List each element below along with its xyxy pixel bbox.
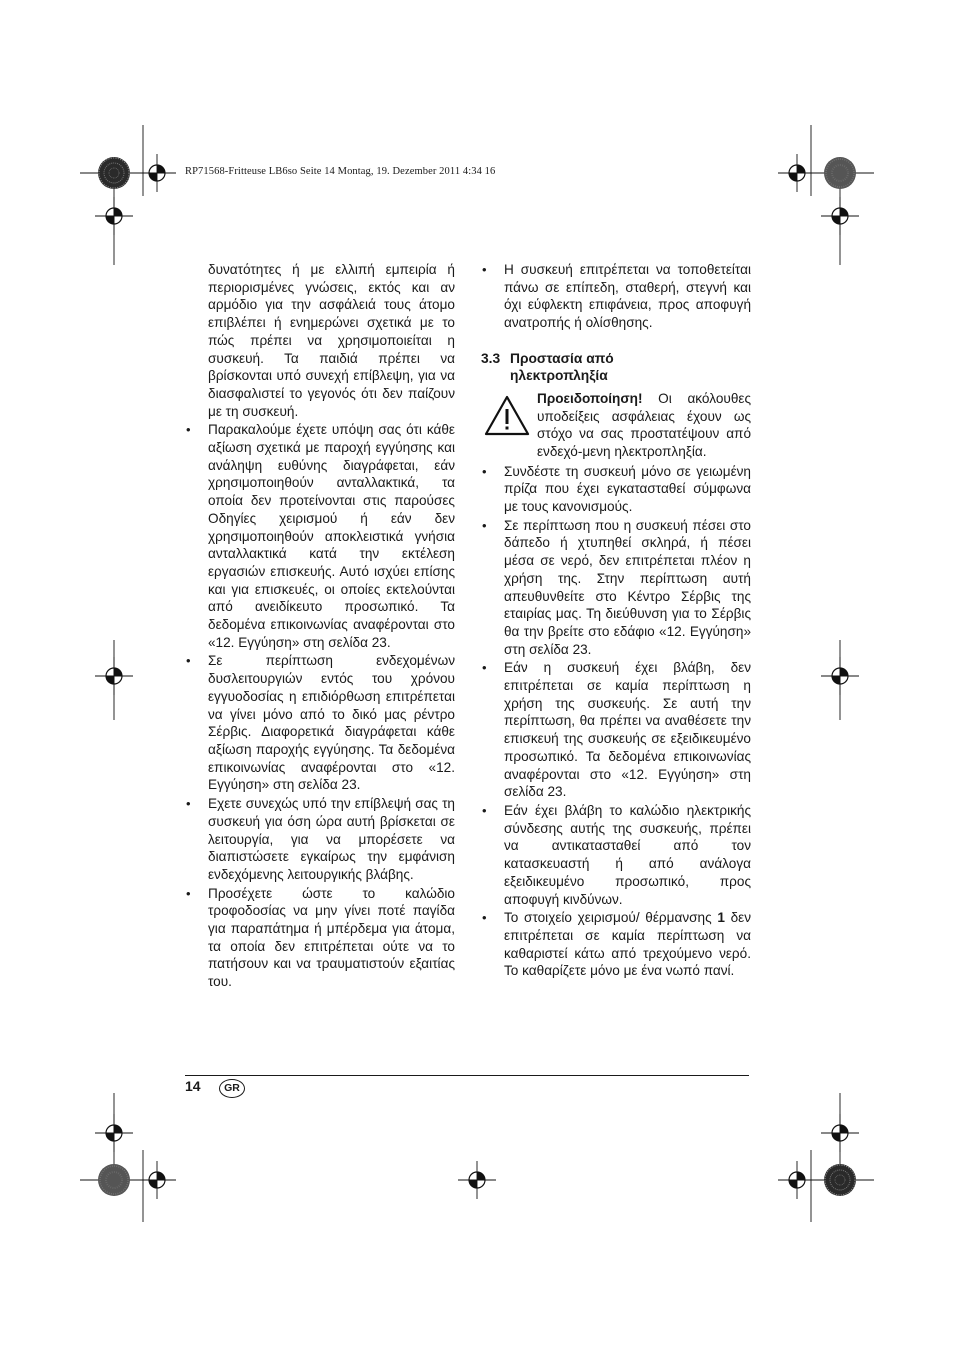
page-number: 14 xyxy=(185,1078,201,1094)
list-item: • Προσέχετε ώστε το καλώδιο τροφοδοσίας να μην γίνει ποτέ παγίδα για παραπάτημα ή μπέρδεμα για άτομα, τα οποία δεν επιτρέπεται ούτε να το πατήσουν και να τραυματιστούν εξαιτίας του. xyxy=(186,885,455,990)
intro-paragraph: δυνατότητες ή με ελλιπή εμπειρία ή περιορισμένες γνώσεις, εκτός και αν αρμόδιο για την ασφάλειά τους άτομο επιβλέπει ή ενημερώνει σχετικά με το πώς πρέπει να χρησιμοποιείται η συσκευή. Τα παιδιά πρέπει να βρίσκονται υπό συνεχή επίβλεψη, για να διασφαλιστεί το γεγονός ότι δεν παίζουν με τη συσκευή. xyxy=(208,262,455,419)
footer-divider xyxy=(185,1075,749,1076)
warning-label: Προειδοποίηση! xyxy=(537,390,643,406)
bullet-icon: • xyxy=(482,262,487,277)
right-column xyxy=(481,261,751,980)
section-number: 3.3 xyxy=(481,350,501,366)
warning-text: Προειδοποίηση! Οι ακόλουθες υποδείξεις ασφάλειας έχουν ως στόχο να σας προστατέψουν από ενδεχό-μενη ηλεκτροπληξία. xyxy=(537,390,751,459)
print-header: RP71568-Fritteuse LB6so Seite 14 Montag, 19. Dezember 2011 4:34 16 xyxy=(185,166,496,177)
bullet-icon: • xyxy=(186,885,191,901)
list-item: • Εάν η συσκευή έχει βλάβη, δεν επιτρέπεται σε καμία περίπτωση η χρήση της συσκευής. Σε αυτή την περίπτωση, θα πρέπει να αναθέσετε την επισκευή της συσκευής σε εξειδικευμένο προσωπικό. Τα δεδομένα επικοινωνίας αναφέρονται στο «12. Εγγύηση» στη σελίδα 23. xyxy=(482,660,751,800)
list-item: • Σε περίπτωση ενδεχομένων δυσλειτουργιών εντός του χρόνου εγγυοδοσίας η επιδιόρθωση επιτρέπεται να γίνει μόνο από το δικό μας ρέντρο Σέρβις. Διαφορετικά διαγράφεται κάθε αξίωση παροχής εγγύησης. Τα δεδομένα επικοινωνίας αναφέρονται στο «12. Εγγύηση» στη σελίδα 23. xyxy=(186,653,455,793)
bullet-icon: • xyxy=(186,653,191,669)
list-item: • Το στοιχείο χειρισμού/ θέρμανσης 1 δεν επιτρέπεται σε καμία περίπτωση να καθαριστεί κάτω από τρεχούμενο νερό. Το καθαρίζετε μόνο με ένα νωπό πανί. xyxy=(482,910,751,979)
list-item: • Παρακαλούμε έχετε υπόψη σας ότι κάθε αξίωση σχετικά με παροχή εγγύησης και ανάληψη ευθύνης διαγράφεται, εάν χρησιμοποιηθούν ανταλλακτικά, τα οποία δεν προτείνονται στις παρούσες Οδηγίες χειρισμού ή εάν δεν χρησιμοποιηθούν αποκλειστικά γνήσια ανταλλακτικά κατά την εκτέλεση εργασιών επισκευής. Αυτό ισχύει επίσης και για επισκευές, οι οποίες εκτελούνται από ανειδίκευτο προσωπικό. Τα δεδομένα επικοινωνίας αναφέρονται στο «12. Εγγύηση» στη σελίδα 23. xyxy=(186,422,455,650)
language-badge: GR xyxy=(219,1079,245,1098)
list-item: • Εάν έχει βλάβη το καλώδιο ηλεκτρικής σύνδεσης αυτής της συσκευής, πρέπει να αντικατασταθεί από τον κατασκευαστή ή από ανάλογα εξειδικευμένο προσωπικό, προς αποφυγή κινδύνων. xyxy=(482,802,751,907)
bullet-icon: • xyxy=(482,463,487,479)
bullet-icon: • xyxy=(482,802,487,818)
bullet-icon: • xyxy=(482,910,487,926)
warning-notice xyxy=(481,390,751,461)
right-top-bullet-list xyxy=(481,261,751,332)
list-item: • Σε περίπτωση που η συσκευή πέσει στο δάπεδο ή χτυπηθεί σκληρά, ή πέσει μέσα σε νερό, δεν επιτρέπεται πλέον η χρήση της. Στην περίπτωση αυτή απευθυνθείτε στο Κέντρο Σέρβις της εταιρίας μας. Τη διεύθυνση για το Σέρβις θα την βρείτε στο εδάφιο «12. Εγγύηση» στη σελίδα 23. xyxy=(482,517,751,657)
list-item: • Η συσκευή επιτρέπεται να τοποθετείται πάνω σε επίπεδη, σταθερή, στεγνή και όχι εύφλεκτη επιφάνεια, προς αποφυγή ανατροπής ή ολίσθησης. xyxy=(482,262,751,331)
left-column xyxy=(185,261,455,991)
section-title-line1: Προστασία από xyxy=(510,350,614,366)
bullet-icon: • xyxy=(186,796,191,812)
warning-triangle-icon xyxy=(483,394,531,437)
right-bullet-list xyxy=(481,463,751,980)
section-heading xyxy=(481,350,751,384)
list-item: • Εχετε συνεχώς υπό την επίβλεψή σας τη συσκευή για όση ώρα αυτή βρίσκεται σε λειτουργία, για να μπορέσετε να διαπιστώσετε εγκαίρως την εμφάνιση ενδεχόμενης λειτουργικής βλάβης. xyxy=(186,796,455,882)
left-bullet-list xyxy=(185,421,455,991)
section-title-line2: ηλεκτροπληξία xyxy=(510,367,608,383)
bullet-icon: • xyxy=(482,517,487,533)
list-item: • Συνδέστε τη συσκευή μόνο σε γειωμένη πρίζα που έχει εγκατασταθεί σύμφωνα με τους κανονισμούς. xyxy=(482,463,751,515)
bullet-icon: • xyxy=(186,422,191,438)
part-reference-number: 1 xyxy=(717,910,725,926)
bullet-icon: • xyxy=(482,660,487,676)
